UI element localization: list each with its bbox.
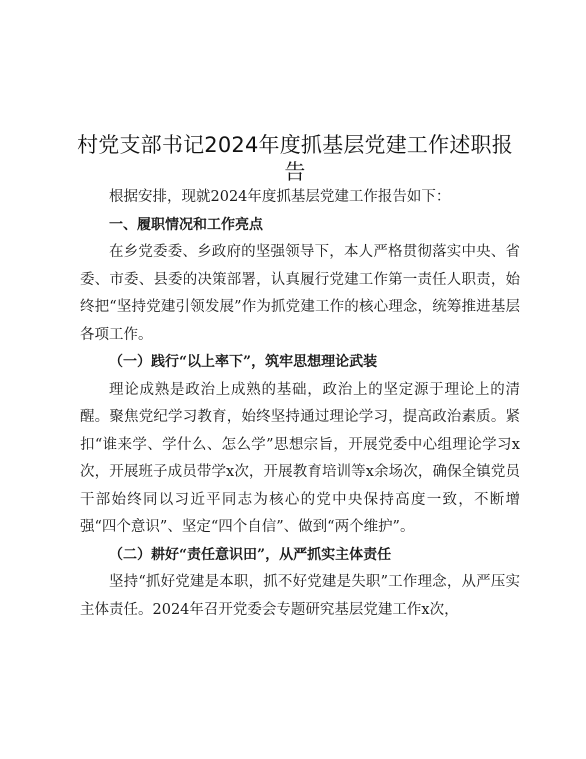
intro-paragraph: 根据安排，现就2024年度抓基层党建工作报告如下： [109,189,451,205]
document-title: 村党支部书记2024年度抓基层党建工作述职报告 [77,133,513,184]
subsection-heading-2: （二）耕好“责任意识田”，从严抓实主体责任 [109,546,392,563]
section-heading-1: 一、履职情况和工作亮点 [109,216,263,233]
document-body [80,184,520,624]
section-1-paragraph: 在乡党委委、乡政府的坚强领导下，本人严格贯彻落实中央、省委、市委、县委的决策部署，认真履行党建工作第一责任人职责，始终把“坚持党建引领发展”作为抓党建工作的核心理念，统筹推进基层各项工作。 [80,244,520,343]
subsection-2-paragraph: 坚持“抓好党建是本职，抓不好党建是失职”工作理念，从严压实主体责任。2024年召开党委会专题研究基层党建工作x次， [80,574,520,618]
subsection-heading-1: （一）践行“以上率下”，筑牢思想理论武装 [109,354,378,370]
subsection-1-paragraph: 理论成熟是政治上成熟的基础，政治上的坚定源于理论上的清醒。聚焦党纪学习教育，始终坚持通过理论学习，提高政治素质。紧扣“谁来学、学什么、怎么学”思想宗旨，开展党委中心组理论学习x次，开展班子成员带学x次，开展教育培训等x余场次，确保全镇党员干部始终同以习近平同志为核心的党中央保持高度一致，不断增强“四个意识”、坚定“四个自信”、做到“两个维护”。 [80,381,520,535]
